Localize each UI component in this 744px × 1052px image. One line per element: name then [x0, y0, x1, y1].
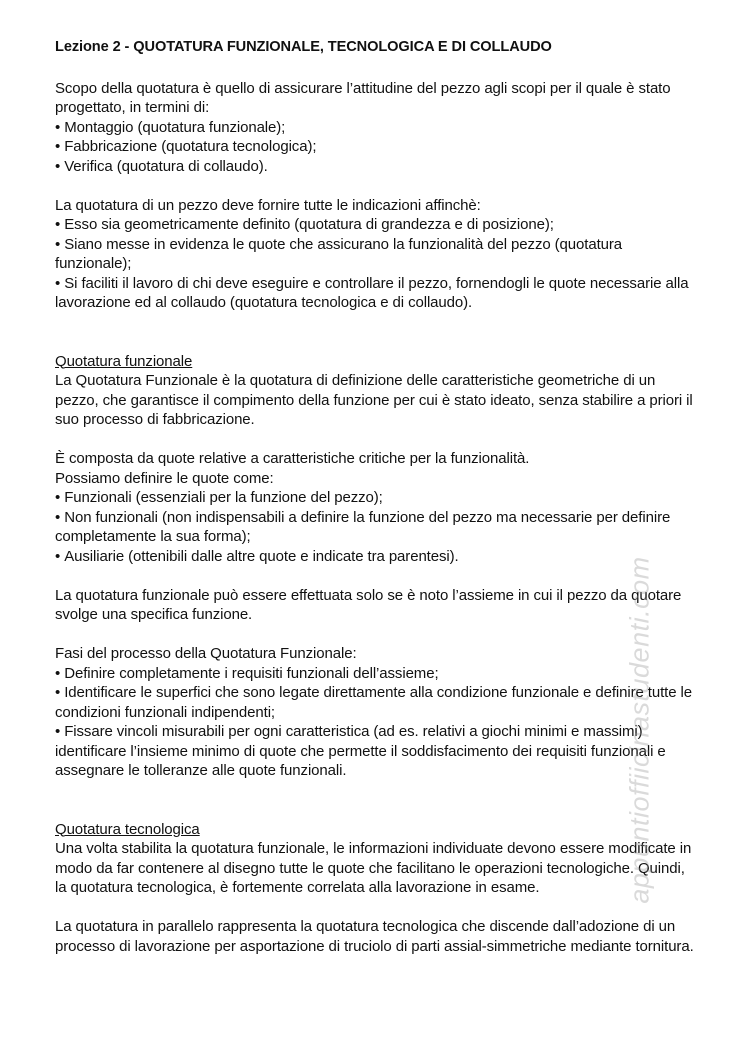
technological-text-1: Una volta stabilita la quotatura funzionale, le informazioni individuate devono essere modificate in modo da far contenere al disegno tutte le quote che facilitano le operazioni tecnologiche. Quindi, la quotatura tecnologica, è fortemente correlata alla lavorazione in esame. [55, 840, 692, 896]
functional-heading: Quotatura funzionale [55, 352, 193, 370]
requirements-bullet-functionality: • Siano messe in evidenza le quote che assicurano la funzionalità del pezzo (quotatura funzionale); [55, 235, 695, 274]
technological-section [55, 820, 695, 957]
functional-section [55, 352, 695, 781]
intro-bullet-assembly: • Montaggio (quotatura funzionale); [55, 118, 695, 138]
requirements-bullet-manufacturing: • Si faciliti il lavoro di chi deve eseguire e controllare il pezzo, fornendogli le quote necessarie alla lavorazione ed al collaudo (quotatura tecnologica e di collaudo). [55, 274, 695, 313]
functional-composition-line2: Possiamo definire le quote come: [55, 469, 274, 487]
functional-phase-3: • Fissare vincoli misurabili per ogni caratteristica (ad es. relativi a giochi minimi e massimi) identificare l’insieme minimo di quote che permette il soddisfacimento dei requisiti funzionali e assegnare le tolleranze alle quote funzionali. [55, 722, 695, 781]
functional-bullet-nonfunctional: • Non funzionali (non indispensabili a definire la funzione del pezzo ma necessarie per definire completamente la sua forma); [55, 508, 695, 547]
functional-phases-intro: Fasi del processo della Quotatura Funzionale: [55, 645, 357, 662]
document-page [55, 38, 695, 956]
intro-section [55, 79, 695, 177]
functional-bullet-auxiliary: • Ausiliarie (ottenibili dalle altre quote e indicate tra parentesi). [55, 547, 695, 567]
technological-text-2: La quotatura in parallelo rappresenta la quotatura tecnologica che discende dall’adozione di un processo di lavorazione per asportazione di truciolo di parti assial-simmetriche mediante tornitura. [55, 918, 694, 955]
functional-phase-1: • Definire completamente i requisiti funzionali dell’assieme; [55, 664, 695, 684]
functional-composition-line1: È composta da quote relative a caratteristiche critiche per la funzionalità. [55, 450, 530, 467]
requirements-text: La quotatura di un pezzo deve fornire tutte le indicazioni affinchè: [55, 196, 481, 214]
intro-bullet-fabrication: • Fabbricazione (quotatura tecnologica); [55, 137, 695, 157]
requirements-bullet-geometry: • Esso sia geometricamente definito (quotatura di grandezza e di posizione); [55, 215, 695, 235]
watermark-text: appuntioffiicinastudenti.com [624, 556, 655, 904]
functional-bullet-functional: • Funzionali (essenziali per la funzione del pezzo); [55, 488, 695, 508]
intro-bullet-verification: • Verifica (quotatura di collaudo). [55, 157, 695, 177]
technological-heading: Quotatura tecnologica [55, 820, 200, 838]
functional-phase-2: • Identificare le superfici che sono legate direttamente alla condizione funzionale e definire tutte le condizioni funzionali indipendenti; [55, 683, 695, 722]
functional-assembly-note: La quotatura funzionale può essere effettuata solo se è noto l’assieme in cui il pezzo da quotare svolge una specifica funzione. [55, 586, 682, 623]
functional-definition: La Quotatura Funzionale è la quotatura di definizione delle caratteristiche geometriche di un pezzo, che garantisce il compimento della funzione per cui è stato ideato, senza stabilire a priori il suo processo di fabbricazione. [55, 372, 693, 428]
intro-text: Scopo della quotatura è quello di assicurare l’attitudine del pezzo agli scopi per il quale è stato progettato, in termini di: [55, 79, 671, 116]
requirements-section [55, 196, 695, 313]
lesson-title: Lezione 2 - QUOTATURA FUNZIONALE, TECNOLOGICA E DI COLLAUDO [55, 39, 552, 55]
